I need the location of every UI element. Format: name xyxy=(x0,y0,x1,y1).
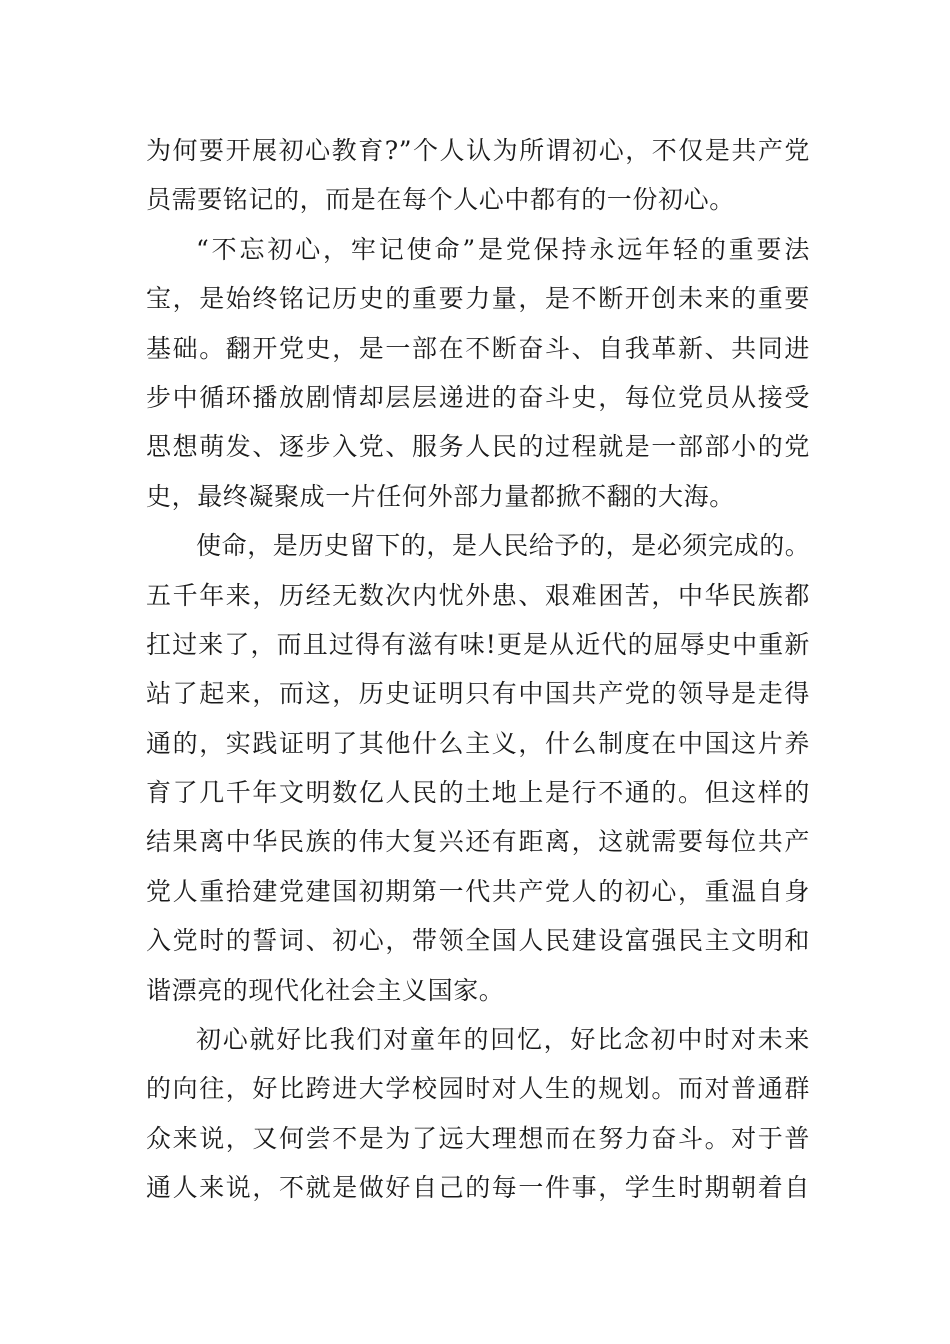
text-line: 通的，实践证明了其他什么主义，什么制度在中国这片养 xyxy=(146,728,810,758)
text-line: 的向往，好比跨进大学校园时对人生的规划。而对普通群 xyxy=(146,1074,810,1104)
text-line: 通人来说，不就是做好自己的每一件事，学生时期朝着自 xyxy=(146,1173,810,1203)
text-line: 基础。翻开党史，是一部在不断奋斗、自我革新、共同进 xyxy=(146,333,810,363)
text-line: 初心就好比我们对童年的回忆，好比念初中时对未来 xyxy=(196,1025,810,1055)
text-line: 为何要开展初心教育?”个人认为所谓初心，不仅是共产党 xyxy=(146,136,810,165)
text-line: 五千年来，历经无数次内忧外患、艰难困苦，中华民族都 xyxy=(146,580,810,610)
text-line: “不忘初心，牢记使命”是党保持永远年轻的重要法 xyxy=(196,234,810,264)
text-line: 入党时的誓词、初心，带领全国人民建设富强民主文明和 xyxy=(146,926,810,956)
text-line: 扛过来了，而且过得有滋有味!更是从近代的屈辱史中重新 xyxy=(146,629,810,659)
text-line: 结果离中华民族的伟大复兴还有距离，这就需要每位共产 xyxy=(146,827,810,857)
text-line: 使命，是历史留下的，是人民给予的，是必须完成的。 xyxy=(196,531,811,561)
text-line: 宝，是始终铭记历史的重要力量，是不断开创未来的重要 xyxy=(146,284,810,314)
text-line: 步中循环播放剧情却层层递进的奋斗史，每位党员从接受 xyxy=(146,382,810,412)
body-text xyxy=(146,126,810,1213)
text-line: 思想萌发、逐步入党、服务人民的过程就是一部部小的党 xyxy=(146,432,810,462)
text-line: 党人重拾建党建国初期第一代共产党人的初心，重温自身 xyxy=(146,876,810,906)
text-line: 众来说，又何尝不是为了远大理想而在努力奋斗。对于普 xyxy=(146,1123,810,1153)
text-line: 谐漂亮的现代化社会主义国家。 xyxy=(146,975,505,1005)
text-line: 员需要铭记的，而是在每个人心中都有的一份初心。 xyxy=(146,185,735,215)
text-line: 育了几千年文明数亿人民的土地上是行不通的。但这样的 xyxy=(146,778,810,808)
text-line: 站了起来，而这，历史证明只有中国共产党的领导是走得 xyxy=(146,679,810,709)
text-line: 史，最终凝聚成一片任何外部力量都掀不翻的大海。 xyxy=(146,481,735,511)
